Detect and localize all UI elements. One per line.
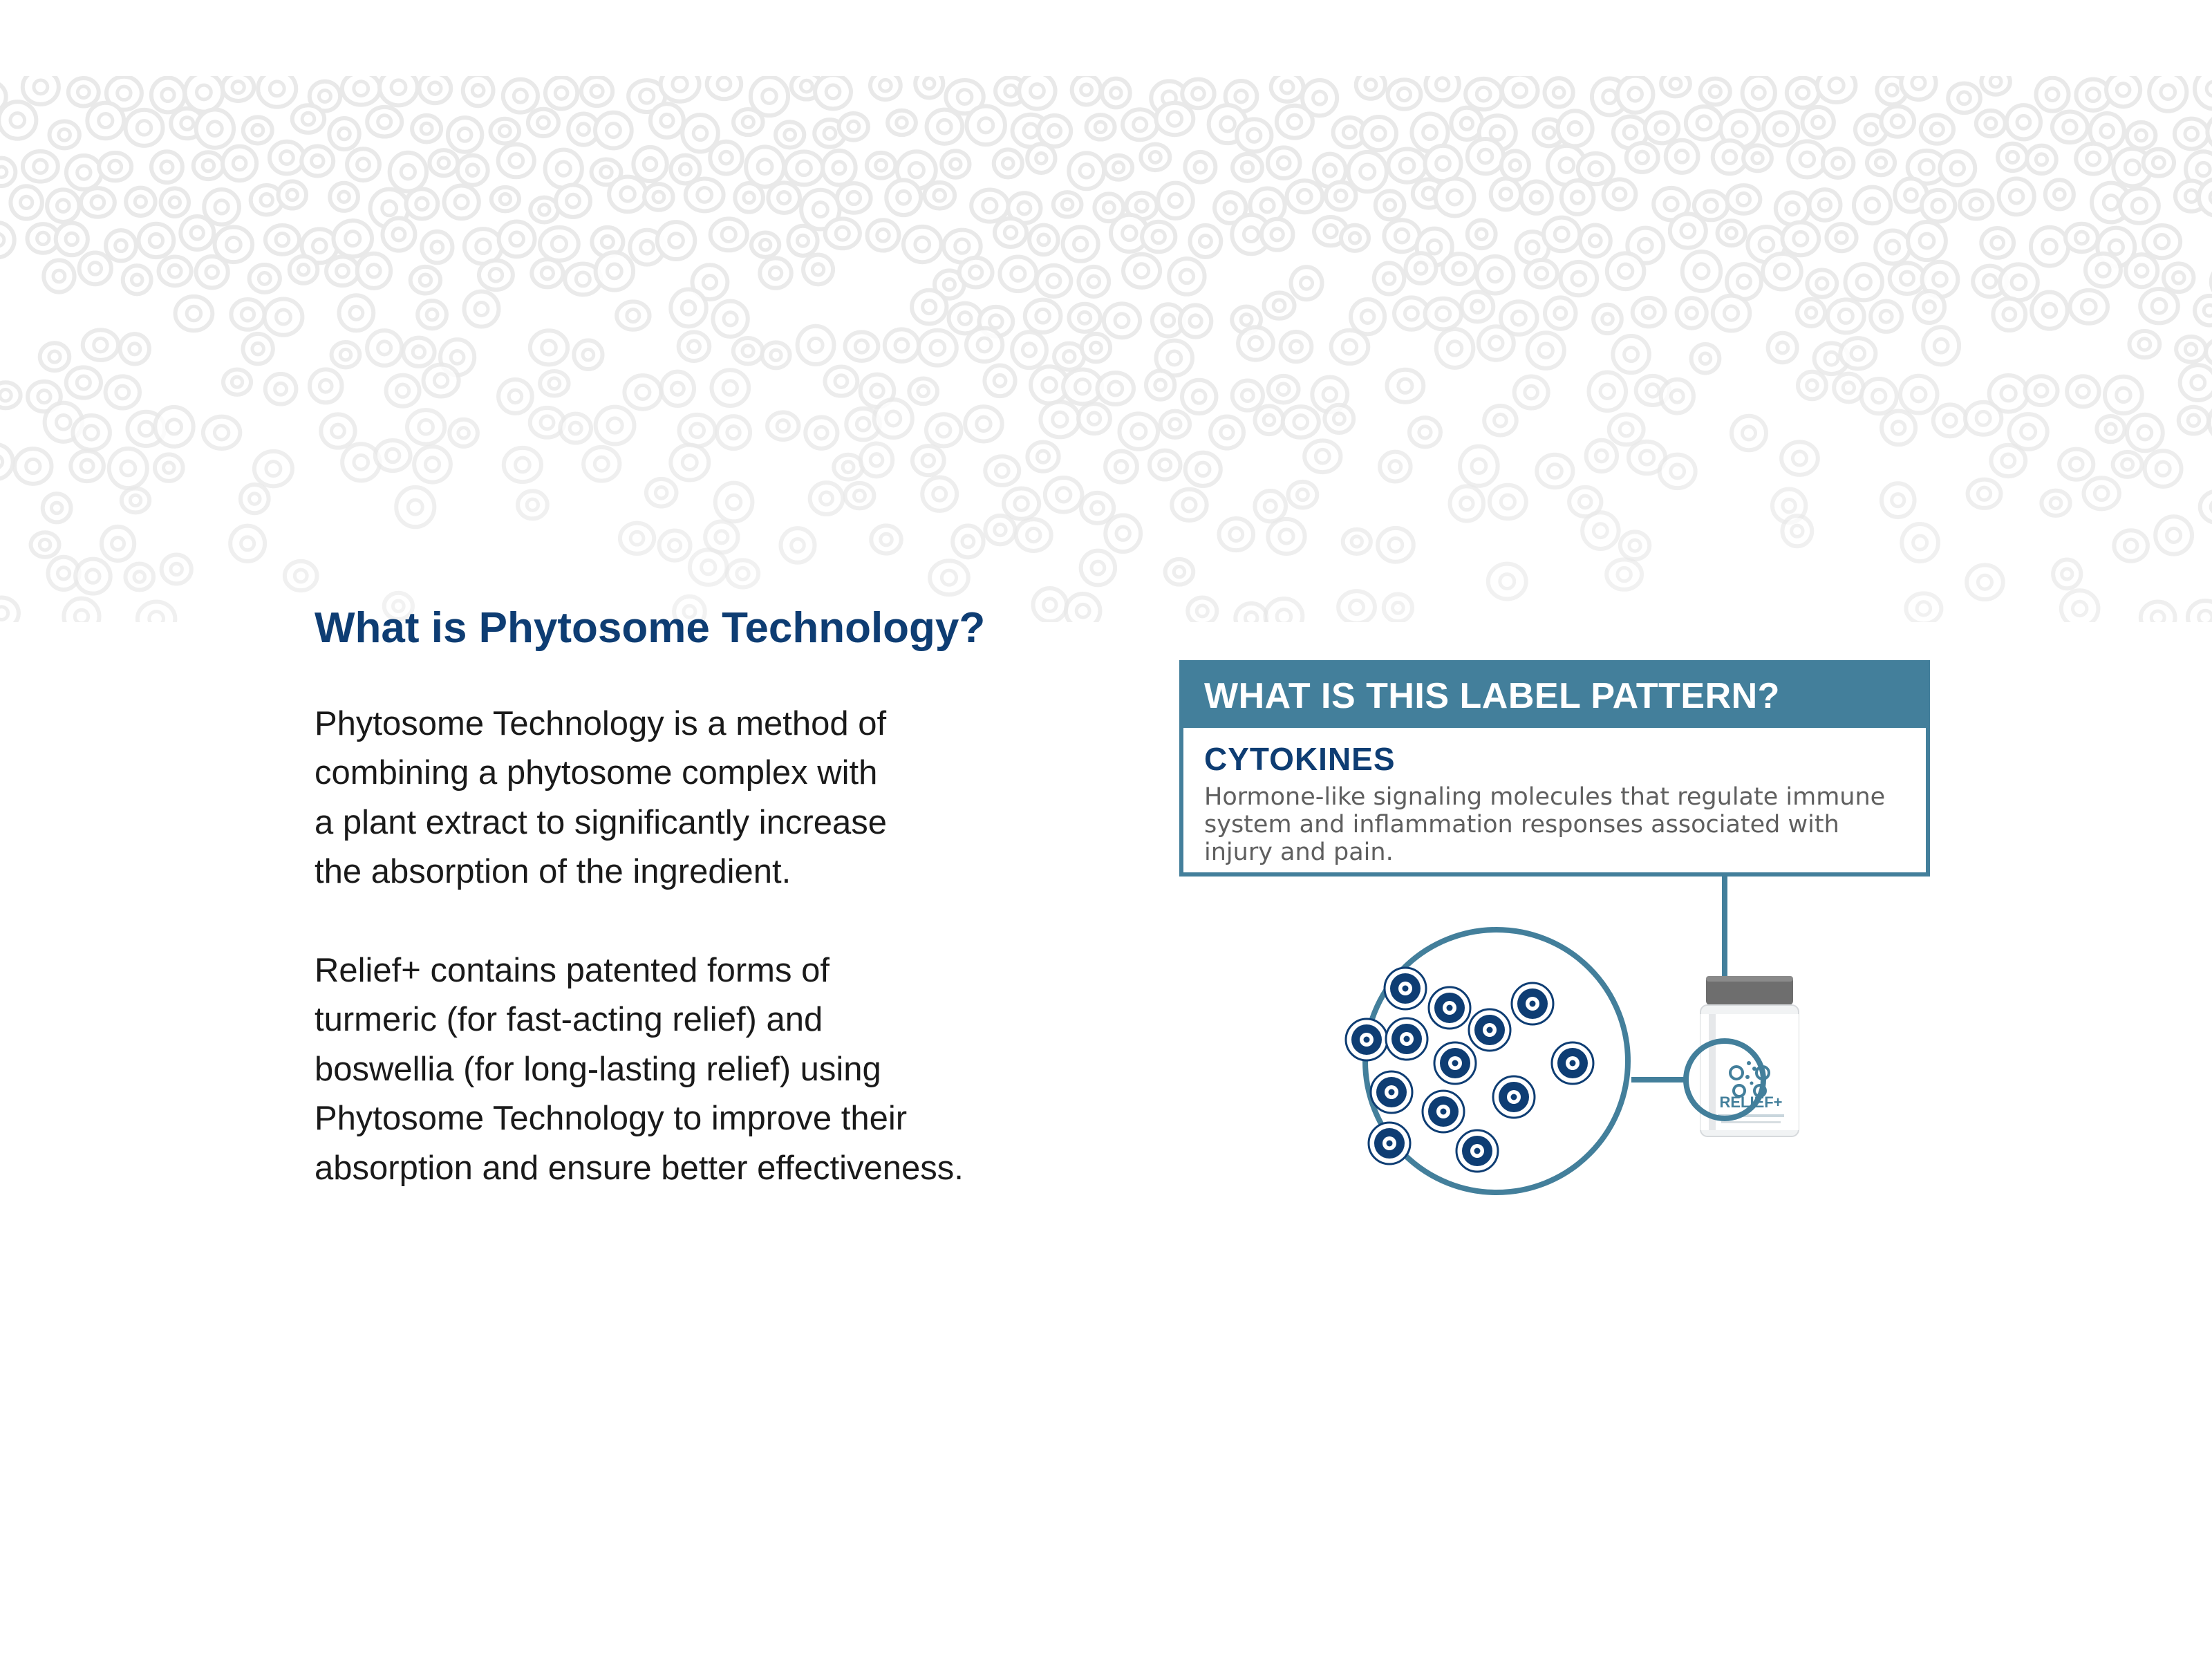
paragraph-line: combining a phytosome complex with: [315, 754, 878, 791]
page-title: What is Phytosome Technology?: [315, 604, 986, 652]
paragraph-line: Relief+ contains patented forms of: [315, 951, 830, 989]
cytokine-cell: [1512, 983, 1553, 1024]
cytokine-cell: [1369, 1123, 1410, 1164]
paragraph-line: absorption and ensure better effectiveness.: [315, 1149, 964, 1187]
definition-line: Hormone-like signaling molecules that regulate immune: [1204, 783, 1886, 811]
cytokine-cell: [1371, 1071, 1412, 1113]
paragraph-line: boswellia (for long-lasting relief) using: [315, 1050, 881, 1088]
cytokine-cell: [1456, 1130, 1498, 1172]
label-pattern-header: WHAT IS THIS LABEL PATTERN?: [1183, 664, 1926, 728]
label-definition: [1204, 783, 1905, 866]
definition-line: injury and pain.: [1204, 838, 1394, 866]
paragraph-phytosome-definition: [315, 700, 1109, 897]
cell-background-pattern: [0, 76, 2212, 622]
cytokine-cell: [1386, 1018, 1427, 1060]
paragraph-line: turmeric (for fast-acting relief) and: [315, 1001, 823, 1038]
intro-section: [315, 601, 1109, 1193]
paragraph-line: Phytosome Technology to improve their: [315, 1100, 908, 1137]
paragraph-line: a plant extract to significantly increase: [315, 803, 887, 841]
cytokine-cell: [1469, 1009, 1510, 1051]
paragraph-line: Phytosome Technology is a method of: [315, 704, 887, 742]
cytokine-cell: [1493, 1076, 1535, 1118]
cytokine-cell: [1346, 1019, 1387, 1060]
bottle-brand-label: RELIEF+: [1719, 1094, 1783, 1111]
paragraph-relief-contents: [315, 946, 1109, 1194]
cytokine-cell: [1429, 987, 1470, 1029]
definition-line: system and inflammation responses associated with: [1204, 811, 1839, 838]
label-term: CYTOKINES: [1204, 741, 1396, 777]
label-pattern-callout: [1179, 660, 1930, 877]
paragraph-line: the absorption of the ingredient.: [315, 853, 791, 890]
cytokine-cell: [1385, 968, 1426, 1009]
cytokine-cell: [1552, 1042, 1593, 1084]
cytokine-illustration: [1313, 872, 1866, 1211]
cytokine-cell: [1434, 1042, 1476, 1084]
cytokine-cell: [1423, 1091, 1464, 1132]
